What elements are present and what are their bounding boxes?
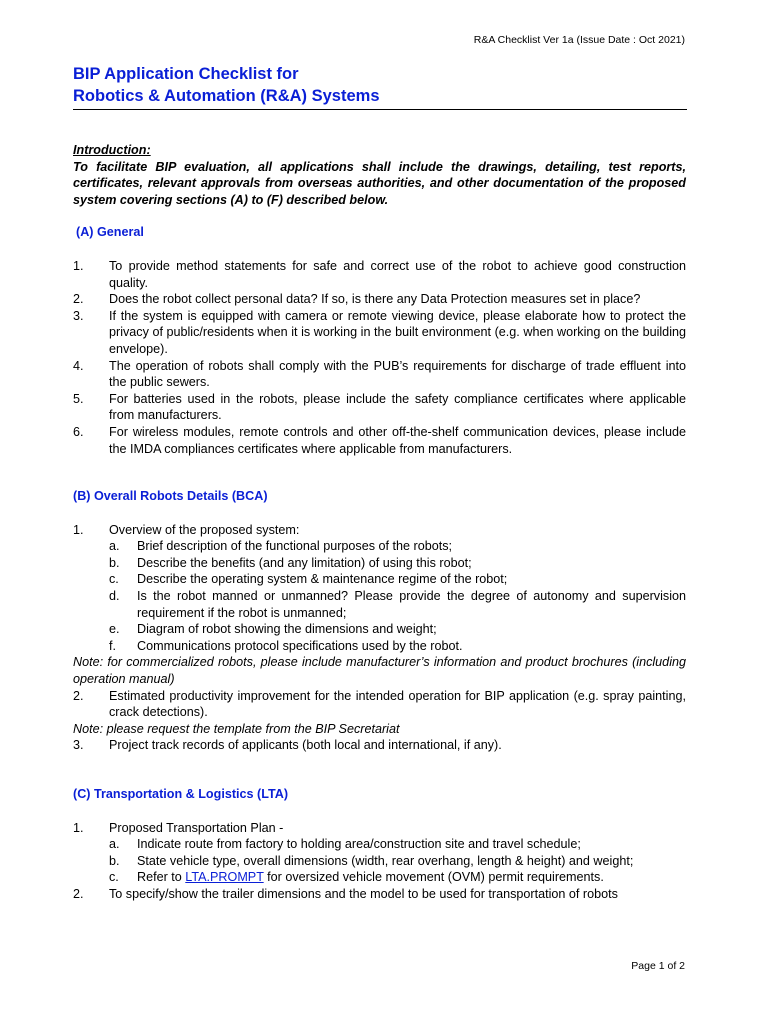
page-number: Page 1 of 2: [631, 960, 685, 972]
list-item: [73, 737, 686, 754]
list-item: [73, 391, 686, 424]
section-a-list: [73, 258, 686, 457]
lta-prompt-link[interactable]: LTA.PROMPT: [185, 870, 264, 885]
item-number: 3.: [73, 308, 84, 323]
item-text: To specify/show the trailer dimensions and the model to be used for transportation of robots: [109, 886, 618, 901]
section-c-list: [73, 820, 686, 903]
item-number: 1.: [73, 258, 84, 273]
sub-item-text: Indicate route from factory to holding area/construction site and travel schedule;: [137, 837, 581, 852]
item-number: 3.: [73, 738, 84, 753]
sub-item-text: Brief description of the functional purposes of the robots;: [137, 539, 453, 554]
item-text: If the system is equipped with camera or remote viewing device, please elaborate how to protect the privacy of public/residents when it is working in the built environment (e.g. when working on the building envelope).: [109, 308, 686, 356]
sub-list-item: [73, 869, 686, 886]
item-text: Does the robot collect personal data? If so, is there any Data Protection measures set in place?: [109, 292, 641, 307]
sub-item-letter: a.: [109, 837, 120, 852]
sub-item-text: Communications protocol specifications used by the robot.: [137, 638, 463, 653]
item-text: Overview of the proposed system:: [109, 522, 300, 537]
sub-item-text-suffix: for oversized vehicle movement (OVM) permit requirements.: [263, 870, 604, 885]
sub-list-item: [73, 836, 686, 853]
note-text: Note: please request the template from the BIP Secretariat: [73, 721, 400, 736]
list-item: [73, 886, 686, 903]
intro-heading: Introduction:: [73, 143, 151, 157]
list-item: [73, 424, 686, 457]
sub-item-text-prefix: Refer to: [137, 870, 186, 885]
item-number: 5.: [73, 391, 84, 406]
item-number: 6.: [73, 424, 84, 439]
item-number: 2.: [73, 292, 84, 307]
list-item: [73, 688, 686, 721]
list-item: [73, 291, 686, 308]
item-number: 1.: [73, 820, 84, 835]
sub-item-letter: c.: [109, 870, 119, 885]
item-text: Estimated productivity improvement for the intended operation for BIP application (e.g. spray painting, crack detections).: [109, 688, 686, 720]
item-text: For batteries used in the robots, please include the safety compliance certificates where applicable from manufacturers.: [109, 391, 686, 423]
item-text: For wireless modules, remote controls and other off-the-shelf communication devices, please include the IMDA compliances certificates where applicable from manufacturers.: [109, 424, 686, 456]
document-body: [73, 142, 686, 903]
sub-list-item: [73, 588, 686, 621]
sub-item-text: Describe the benefits (and any limitation) of using this robot;: [137, 555, 472, 570]
sub-item-letter: b.: [109, 555, 120, 570]
document-reference: R&A Checklist Ver 1a (Issue Date : Oct 2021): [473, 34, 685, 46]
item-text: To provide method statements for safe and correct use of the robot to achieve good construction quality.: [109, 258, 686, 290]
list-item: [73, 358, 686, 391]
section-b-list: [73, 522, 686, 754]
sub-item-letter: c.: [109, 572, 119, 587]
item-number: 2.: [73, 688, 84, 703]
item-number: 1.: [73, 522, 84, 537]
sub-list-item: [73, 621, 686, 638]
sub-list-item: [73, 571, 686, 588]
title-line-1: BIP Application Checklist for: [73, 65, 299, 83]
list-item: [73, 522, 686, 539]
sub-list-item: [73, 638, 686, 655]
intro-text: To facilitate BIP evaluation, all applications shall include the drawings, detailing, test reports, certificates, relevant approvals from overseas authorities, and other documentation of the proposed system covering sections (A) to (F) described below.: [73, 159, 686, 207]
item-number: 2.: [73, 886, 84, 901]
item-text: Project track records of applicants (both local and international, if any).: [109, 738, 502, 753]
list-item: [73, 258, 686, 291]
section-c-heading: (C) Transportation & Logistics (LTA): [73, 787, 289, 801]
sub-item-letter: d.: [109, 589, 120, 604]
note-text: Note: for commercialized robots, please include manufacturer’s information and product brochures (including operation manual): [73, 655, 686, 687]
item-text: Proposed Transportation Plan -: [109, 820, 284, 835]
list-item: [73, 308, 686, 358]
sub-list-item: [73, 555, 686, 572]
title-line-2: Robotics & Automation (R&A) Systems: [73, 87, 380, 105]
section-a-heading: (A) General: [76, 225, 144, 240]
sub-item-letter: e.: [109, 622, 120, 637]
sub-list-item: [73, 538, 686, 555]
sub-list-item: [73, 853, 686, 870]
list-item: [73, 820, 686, 837]
sub-item-letter: b.: [109, 853, 120, 868]
item-text: The operation of robots shall comply with the PUB’s requirements for discharge of trade effluent into the public sewers.: [109, 358, 686, 390]
document-title: [73, 63, 687, 110]
sub-item-letter: f.: [109, 638, 116, 653]
item-number: 4.: [73, 358, 84, 373]
sub-item-text: State vehicle type, overall dimensions (width, rear overhang, length & height) and weight;: [137, 853, 634, 868]
sub-item-text: Is the robot manned or unmanned? Please provide the degree of autonomy and supervision requirement if the robot is unmanned;: [137, 589, 686, 620]
section-b-heading: (B) Overall Robots Details (BCA): [73, 489, 268, 504]
sub-item-letter: a.: [109, 539, 120, 554]
sub-item-text: Describe the operating system & maintenance regime of the robot;: [137, 572, 508, 587]
sub-item-text: Diagram of robot showing the dimensions and weight;: [137, 622, 437, 637]
